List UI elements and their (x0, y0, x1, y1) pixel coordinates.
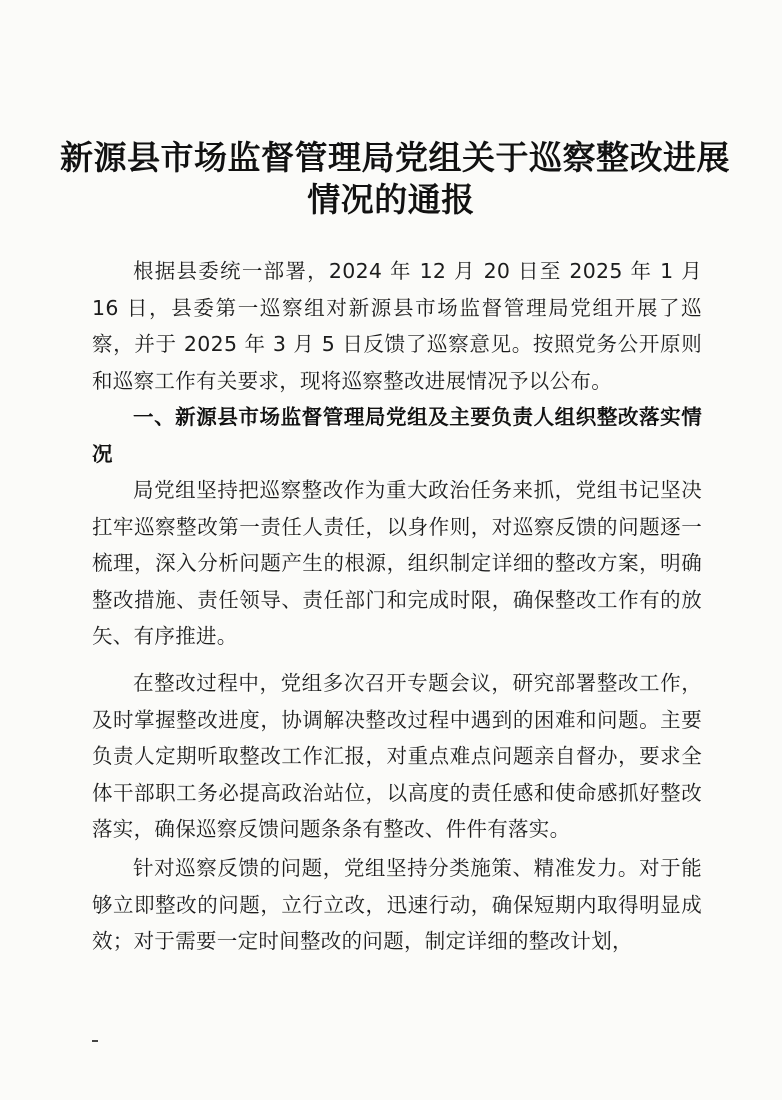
paragraph-body-2: 在整改过程中，党组多次召开专题会议，研究部署整改工作，及时掌握整改进度，协调解决整改过程中遇到的困难和问题。主要负责人定期听取整改工作汇报，对重点难点问题亲自督办，要求全体干部职工务必提高政治站位，以高度的责任感和使命感抓好整改落实，确保巡察反馈问题条条有整改、件件有落实。 (92, 671, 702, 841)
paragraph-body-3: 针对巡察反馈的问题，党组坚持分类施策、精准发力。对于能够立即整改的问题，立行立改，迅速行动，确保短期内取得明显成效；对于需要一定时间整改的问题，制定详细的整改计划， (92, 856, 702, 953)
section-heading-1: 一、新源县市场监督管理局党组及主要负责人组织整改落实情况 (92, 405, 702, 466)
page-dash-mark (92, 1040, 98, 1042)
document-title-line-1: 新源县市场监督管理局党组关于巡察整改进展 (60, 138, 730, 177)
paragraph-intro: 根据县委统一部署，2024 年 12 月 20 日至 2025 年 1 月 16 日，县委第一巡察组对新源县市场监督管理局党组开展了巡察，并于 2025 年 3 月 5 日反馈了巡察意见。按照党务公开原则和巡察工作有关要求，现将巡察整改进展情况予以公布。 (92, 259, 702, 393)
document-title-line-2: 情况的通报 (307, 180, 475, 219)
paragraph-body-1: 局党组坚持把巡察整改作为重大政治任务来抓，党组书记坚决扛牢巡察整改第一责任人责任，以身作则，对巡察反馈的问题逐一梳理，深入分析问题产生的根源，组织制定详细的整改方案，明确整改措施、责任领导、责任部门和完成时限，确保整改工作有的放矢、有序推进。 (92, 478, 702, 648)
